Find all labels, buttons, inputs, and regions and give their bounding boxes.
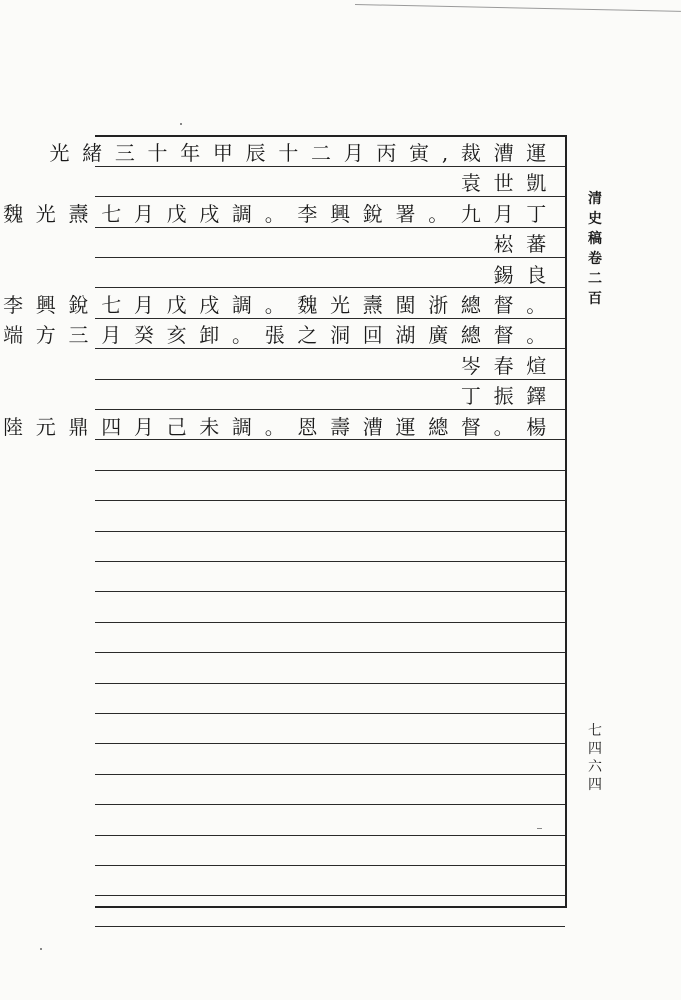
top-edge-line <box>355 4 681 12</box>
table-row <box>95 745 565 775</box>
table-row <box>95 684 565 714</box>
row-text: 端方三月癸亥卸。張之洞回湖廣總督。 <box>3 323 559 348</box>
table-row <box>95 532 565 562</box>
row-text: 錫良 <box>493 262 559 287</box>
table-row <box>95 715 565 745</box>
volume-title: 清史稿卷二百 <box>588 191 602 307</box>
table-row <box>49 137 565 167</box>
table-row <box>95 897 565 927</box>
row-text: 陸元鼎四月己未調。恩壽漕運總督。楊 <box>3 414 559 439</box>
register-table <box>3 135 567 910</box>
table-row <box>95 502 565 532</box>
table-row <box>3 198 565 228</box>
table-row <box>95 563 565 593</box>
stray-dot <box>40 948 42 950</box>
table-row <box>95 380 565 410</box>
table-row <box>95 836 565 866</box>
page-number: 七四六四 <box>588 723 602 793</box>
table-row <box>95 867 565 897</box>
stray-mark <box>537 828 542 829</box>
row-text: 光緒三十年甲辰十二月丙寅,裁漕運 <box>49 141 559 165</box>
row-text: 魏光燾七月戊戌調。李興銳署。九月丁 <box>3 201 559 226</box>
table-right-border <box>565 135 567 907</box>
row-text: 岑春煊 <box>460 353 559 378</box>
table-row <box>95 775 565 805</box>
row-text: 丁振鐸 <box>460 384 559 409</box>
table-row <box>95 228 565 258</box>
table-row <box>95 350 565 380</box>
table-row <box>3 319 565 349</box>
table-row <box>95 806 565 836</box>
stray-dot <box>180 123 182 125</box>
table-row <box>95 623 565 653</box>
table-row <box>95 167 565 197</box>
table-row <box>3 411 565 441</box>
row-text: 崧蕃 <box>493 232 559 257</box>
table-row <box>95 259 565 289</box>
table-row <box>95 654 565 684</box>
table-row <box>3 289 565 319</box>
table-row <box>95 441 565 471</box>
table-row <box>95 471 565 501</box>
row-text: 李興銳七月戊戌調。魏光燾閩浙總督。 <box>3 293 559 317</box>
table-row <box>95 593 565 623</box>
row-text: 袁世凱 <box>460 171 559 196</box>
